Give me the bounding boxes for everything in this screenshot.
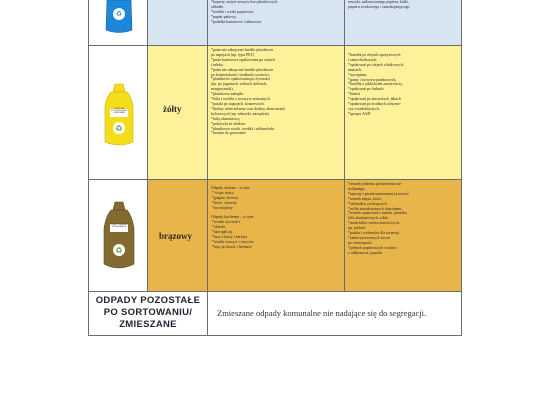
bin-color-label: żółty [163,104,182,114]
waste-segregation-table [88,0,462,336]
yellow-bin-cell [88,46,148,180]
yellow-color-cell [148,46,208,180]
forbidden-items-blue: zeszyki, zatłuszczonego papieru, kalki, papieru woskowego i samokopiującego [345,0,462,46]
bag-print-text: TWORZYWA SZTUCZNE METALE OPAKOWANIA [110,108,128,114]
bin-color-label: brązowy [159,231,192,241]
allowed-items-brown: Odpady zielone – w tym: * ścięte trawy *gałęzie, krzewy *liście, chwasty *trzcinoploty. Odpady kuchenne – w tym: *resztki żywności *obierki *skorupki jaj *fusy z kawy i herbaty *resztki warzyw i owoców *fusy po kawie i herbacie [208,180,345,292]
svg-text:♻: ♻ [115,10,123,18]
blue-color-cell [148,0,208,46]
svg-text:♻: ♻ [115,124,123,133]
forbidden-items-brown: *resztek jedzenia pochodzenia nie roślinnego, *zepsuty i przeterminowanej żywności *resztek mięsa, kości, *odchodów zwierzęcych *roślin zaatakowanych chorobami, *resztek opakowań z metalu, plastiku, folii aluminiowych, szkła *materiałów wielowarstwowych, np. pieluch *piasku i sorbentów dla zwierząt *zanieczyszczonych trocin po zwierzętach *pełnych papierowych worków z odkurzacza, popiołu [345,180,462,292]
blue-bin-cell [88,0,148,46]
brown-color-cell [148,180,208,292]
mixed-waste-label: ODPADY POZOSTAŁE PO SORTOWANIU/ ZMIESZANE [88,292,208,336]
svg-text:♻: ♻ [115,246,123,255]
recycling-bag-icon [89,180,148,292]
forbidden-items-yellow: *butelek po olejach spożywczych i samochodowych, *opakowań po olejach silnikowych, smarach, *styropianu, *gumy i tworzyw piankowych, *butelek z jakkolwiek zawartością *opakowań po farbach *baterii *opakowań po aerozolach, lakach *opakowań po środkach ochrono- czy owadobójczych, *sprzętu AGD [345,46,462,180]
allowed-items-blue: *koperty, zużyte zeszyty bez plastikowych okładek *torebki i worki papierowe, *papier pakowy, *pudełka kartonowe i tekturowe [208,0,345,46]
bag-print-text: ODPADY ULEGAJĄCE BIODEGRADACJI [110,224,128,228]
recycling-bag-icon [89,0,148,46]
brown-bin-cell [88,180,148,292]
mixed-waste-description: Zmieszane odpady komunalne nie nadające się do segregacji. [208,292,462,336]
allowed-items-yellow: *puste nie zakręcone butelki plastikowe po napojach (np. typu PET) *puste kartonowe opakowania po sokach i mleku *puste nie zakręcone butelki plastikowe po kosmetykach i środkach czystości, *plastikowe opakowania po żywności (np. po jogurtach, serkach, kefirach, margarynach), *plastikowe zakrętki *folia i torebki z tworzyw sztucznych *puszki po napojach, konserwach *drobny złom żelazny oraz drobny złom metali kolorowych (np. zabawki, narzędzia) *folię aluminiową *pokrywki ze słoików *plastikowe worki, torebki i reklamówki *tacznia do gotowanie [208,46,345,180]
